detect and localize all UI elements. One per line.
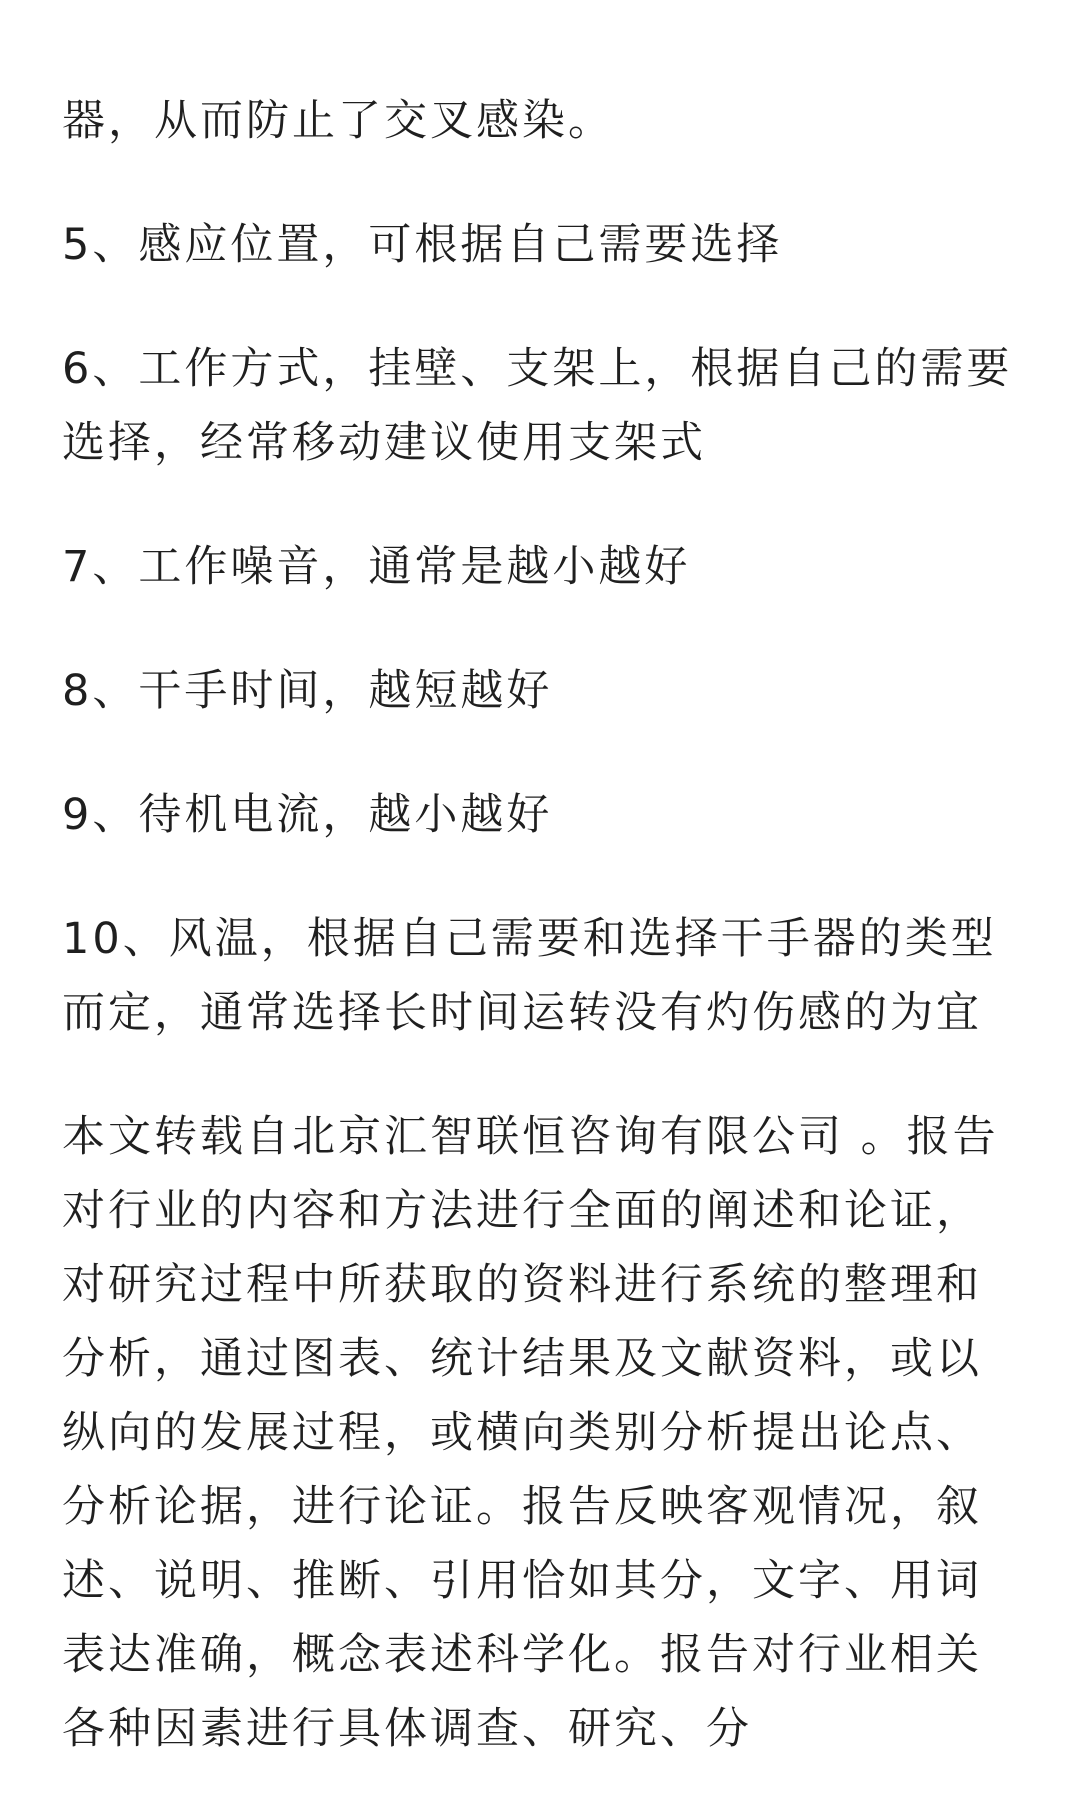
paragraph-item-6: 6、工作方式，挂壁、支架上，根据自己的需要选择，经常移动建议使用支架式 [62, 344, 1013, 468]
article-body [62, 84, 1022, 1766]
paragraph-item-10: 10、风温，根据自己需要和选择干手器的类型而定，通常选择长时间运转没有灼伤感的为宜 [62, 914, 997, 1038]
paragraph-source-note: 本文转载自北京汇智联恒咨询有限公司 。报告对行业的内容和方法进行全面的阐述和论证，对研究过程中所获取的资料进行系统的整理和分析，通过图表、统计结果及文献资料，或以纵向的发展过程，或横向类别分析提出论点、分析论据，进行论证。报告反映客观情况，叙述、说明、推断、引用恰如其分，文字、用词表达准确，概念表述科学化。报告对行业相关各种因素进行具体调查、研究、分 [62, 1112, 999, 1754]
paragraph-intro-fragment: 器，从而防止了交叉感染。 [62, 96, 614, 146]
paragraph-item-8: 8、干手时间，越短越好 [62, 666, 553, 716]
paragraph-item-7: 7、工作噪音，通常是越小越好 [62, 542, 691, 592]
paragraph-item-9: 9、待机电流，越小越好 [62, 790, 553, 840]
paragraph-item-5: 5、感应位置，可根据自己需要选择 [62, 220, 783, 270]
